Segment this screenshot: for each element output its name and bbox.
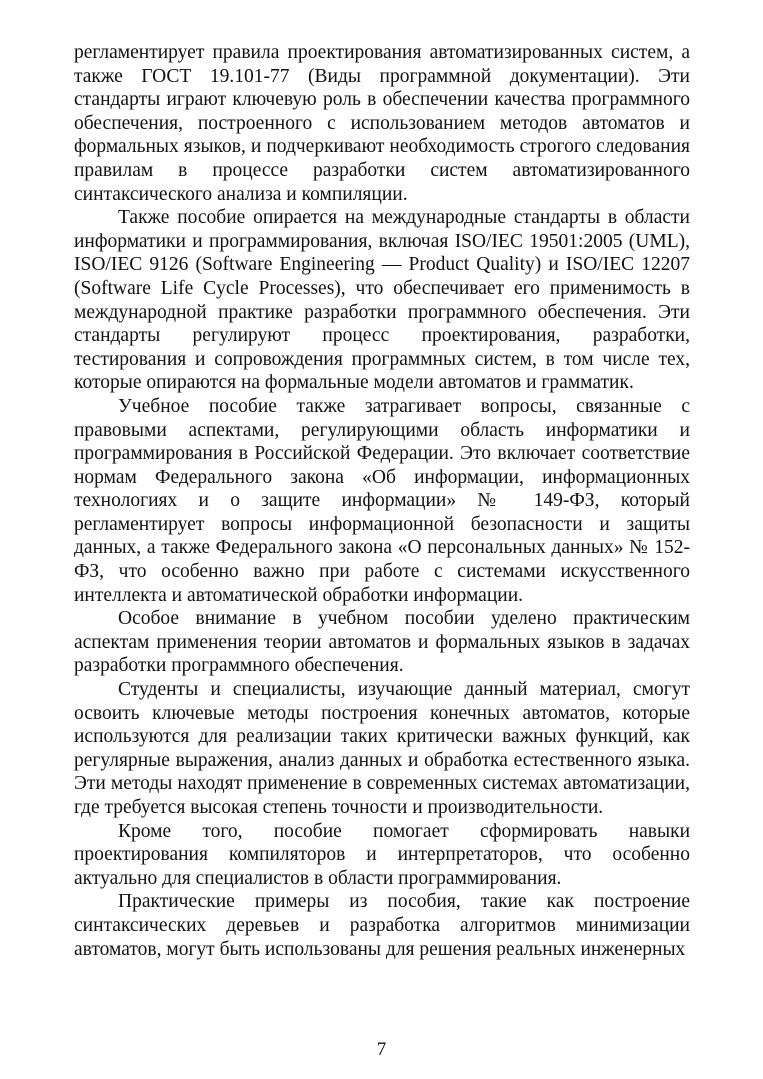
paragraph-continuation-gost: регламентирует правила проектирования автоматизированных систем, а также ГОСТ 19.101-77 (Виды программной документации). Эти стандарты играют ключевую роль в обеспечении качества программного обеспечения, построенного с использованием методов автоматов и формальных языков, и подчеркивают необходимость строгого следования правилам в процессе разработки систем автоматизированного синтаксического анализа и компиляции. [74,42,690,205]
page-number: 7 [376,1039,387,1060]
paragraph-practical-examples: Практические примеры из пособия, такие как построение синтаксических деревьев и разработка алгоритмов минимизации автоматов, могут быть использованы для решения реальных инженерных [74,891,690,960]
paragraph-compilers-skills: Кроме того, пособие помогает сформировать навыки проектирования компиляторов и интерпретаторов, что особенно актуально для специалистов в области программирования. [74,820,690,889]
body-text [74,41,690,961]
paragraph-international-standards: Также пособие опирается на международные стандарты в области информатики и программирования, включая ISO/IEC 19501:2005 (UML), ISO/IEC 9126 (Software Engineering — Product Quality) и ISO/IEC 12207 (Software Life Cycle Processes), что обеспечивает его применимость в международной практике разработки программного обеспечения. Эти стандарты регулируют процесс проектирования, разработки, тестирования и сопровождения программных систем, в том числе тех, которые опираются на формальные модели автоматов и грамматик. [74,207,690,394]
paragraph-practical-aspects: Особое внимание в учебном пособии уделено практическим аспектам применения теории автоматов и формальных языков в задачах разработки программного обеспечения. [74,608,690,677]
paragraph-legal-aspects: Учебное пособие также затрагивает вопросы, связанные с правовыми аспектами, регулирующими область информатики и программирования в Российской Федерации. Это включает соответствие нормам Федерального закона «Об информации, информационных технологиях и о защите информации» № 149-ФЗ, который регламентирует вопросы информационной безопасности и защиты данных, а также Федерального закона «О персональных данных» № 152-ФЗ, что особенно важно при работе с системами искусственного интеллекта и автоматической обработки информации. [74,395,690,606]
paragraph-students-methods: Студенты и специалисты, изучающие данный материал, смогут освоить ключевые методы построения конечных автоматов, которые используются для реализации таких критически важных функций, как регулярные выражения, анализ данных и обработка естественного языка. Эти методы находят применение в современных системах автоматизации, где требуется высокая степень точности и производительности. [74,679,690,818]
